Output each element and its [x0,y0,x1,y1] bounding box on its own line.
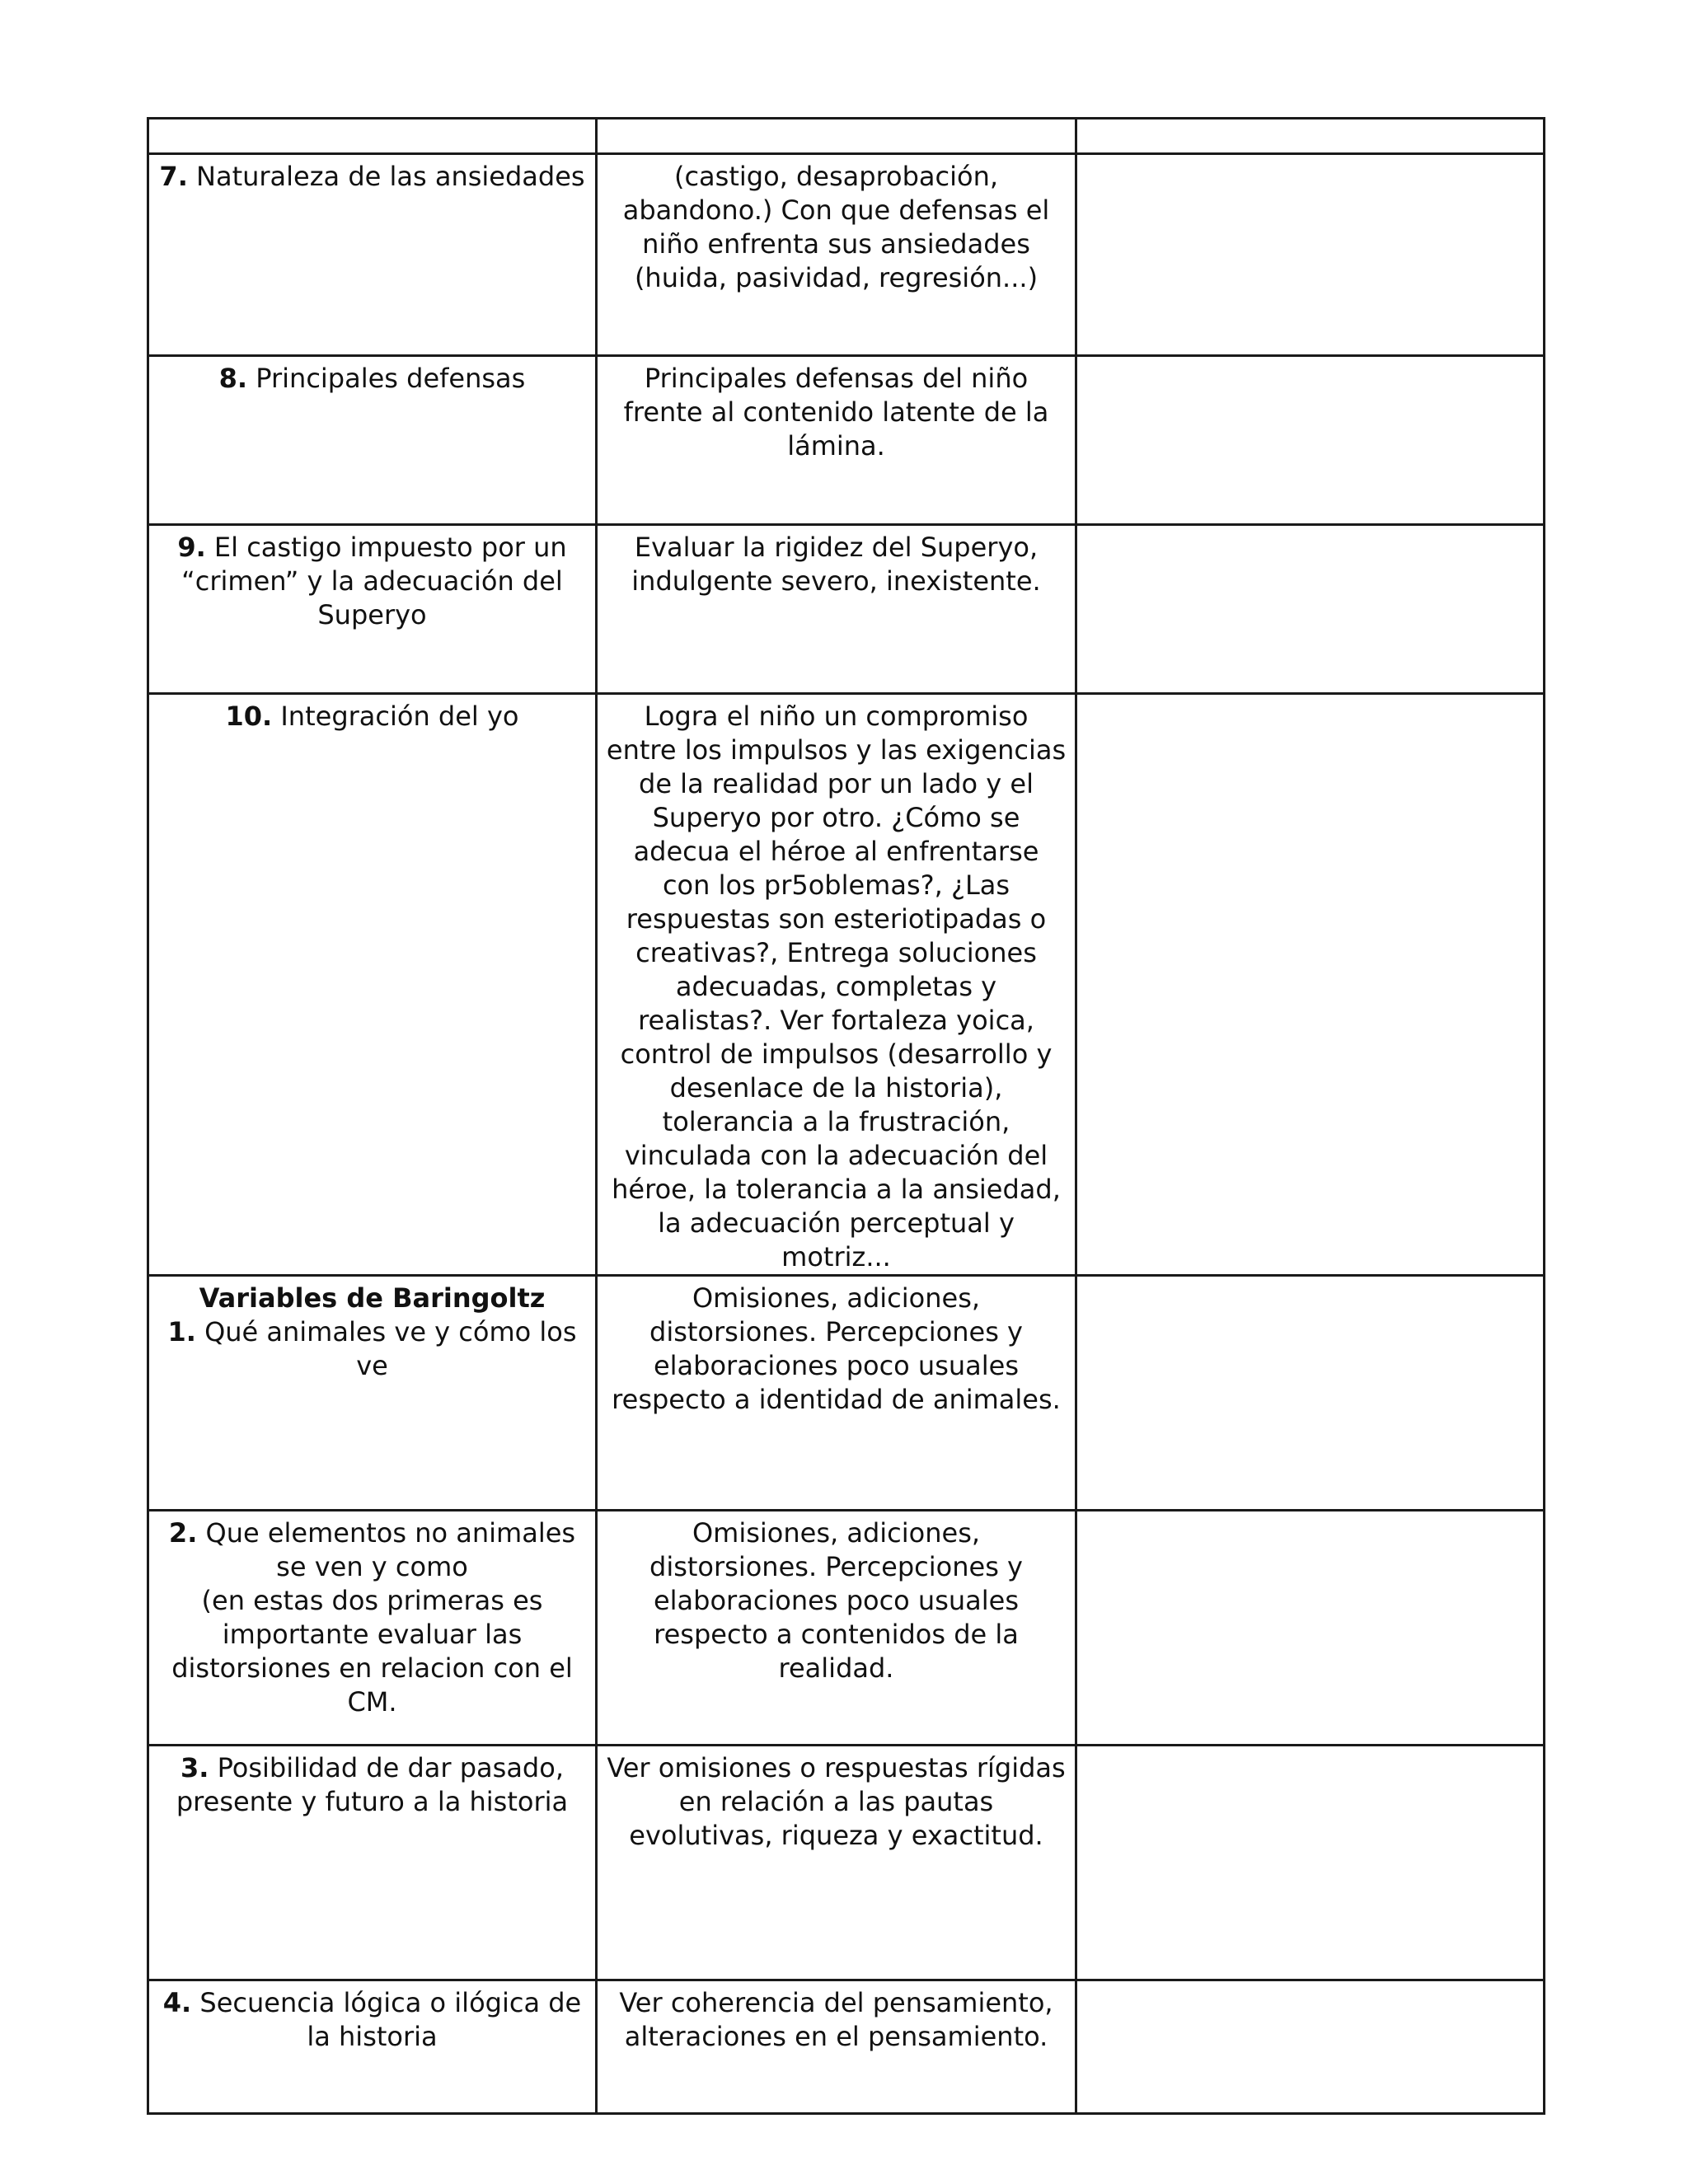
item-cell [148,356,597,525]
notes-cell [1076,694,1545,1276]
description-cell: Omisiones, adiciones, distorsiones. Percepciones y elaboraciones poco usuales respecto a contenidos de la realidad. [597,1511,1076,1746]
description-cell: Logra el niño un compromiso entre los impulsos y las exigencias de la realidad por un lado y el Superyo por otro. ¿Cómo se adecua el héroe al enfrentarse con los pr5oblemas?, ¿Las respuestas son esteriotipadas o creativas?, Entrega soluciones adecuadas, completas y realistas?. Ver fortaleza yoica, control de impulsos (desarrollo y desenlace de la historia), tolerancia a la frustración, vinculada con la adecuación del héroe, la tolerancia a la ansiedad, la adecuación perceptual y motriz... [597,694,1076,1276]
item-text: Secuencia lógica o ilógica de la historia [199,1987,582,2052]
description-cell: Principales defensas del niño frente al contenido latente de la lámina. [597,356,1076,525]
notes-cell [1076,1746,1545,1980]
description-cell: (castigo, desaprobación, abandono.) Con que defensas el niño enfrenta sus ansiedades (huida, pasividad, regresión...) [597,154,1076,356]
notes-cell [1076,1980,1545,2114]
notes-cell [1076,356,1545,525]
table-row [148,119,1545,154]
notes-cell [1076,1511,1545,1746]
notes-cell [1076,119,1545,154]
item-number: 7. [159,161,188,192]
item-number: 10. [225,701,273,732]
description-cell: Ver omisiones o respuestas rígidas en relación a las pautas evolutivas, riqueza y exactitud. [597,1746,1076,1980]
item-cell [148,1511,597,1746]
table-row [148,694,1545,1276]
item-cell [148,525,597,694]
evaluation-table [147,117,1545,2115]
item-number: 4. [162,1987,192,2018]
description-cell [597,119,1076,154]
item-number: 8. [218,363,248,394]
item-text: Naturaleza de las ansiedades [196,161,585,192]
item-number: 2. [168,1517,198,1549]
item-number: 9. [177,532,206,563]
item-cell [148,1980,597,2114]
item-cell [148,1746,597,1980]
section-heading: Variables de Baringoltz [199,1282,546,1314]
table-row [148,356,1545,525]
table-row [148,1980,1545,2114]
item-note: (en estas dos primeras es importante evaluar las distorsiones en relacion con el CM. [171,1585,573,1718]
notes-cell [1076,154,1545,356]
table-row [148,525,1545,694]
table-row [148,154,1545,356]
item-text: El castigo impuesto por un “crimen” y la adecuación del Superyo [181,532,567,630]
item-text: Posibilidad de dar pasado, presente y futuro a la historia [176,1752,569,1817]
item-cell [148,694,597,1276]
item-text: Qué animales ve y cómo los ve [204,1316,577,1381]
notes-cell [1076,525,1545,694]
table-row [148,1511,1545,1746]
item-number: 3. [181,1752,209,1783]
item-text: Integración del yo [280,701,519,732]
description-cell: Omisiones, adiciones, distorsiones. Percepciones y elaboraciones poco usuales respecto a identidad de animales. [597,1276,1076,1511]
description-cell: Ver coherencia del pensamiento, alteraciones en el pensamiento. [597,1980,1076,2114]
item-cell [148,154,597,356]
table-row [148,1746,1545,1980]
item-text: Que elementos no animales se ven y como [205,1517,576,1582]
item-text: Principales defensas [256,363,526,394]
description-cell: Evaluar la rigidez del Superyo, indulgente severo, inexistente. [597,525,1076,694]
item-number: 1. [167,1316,196,1347]
table-row [148,1276,1545,1511]
item-cell [148,1276,597,1511]
item-cell [148,119,597,154]
notes-cell [1076,1276,1545,1511]
